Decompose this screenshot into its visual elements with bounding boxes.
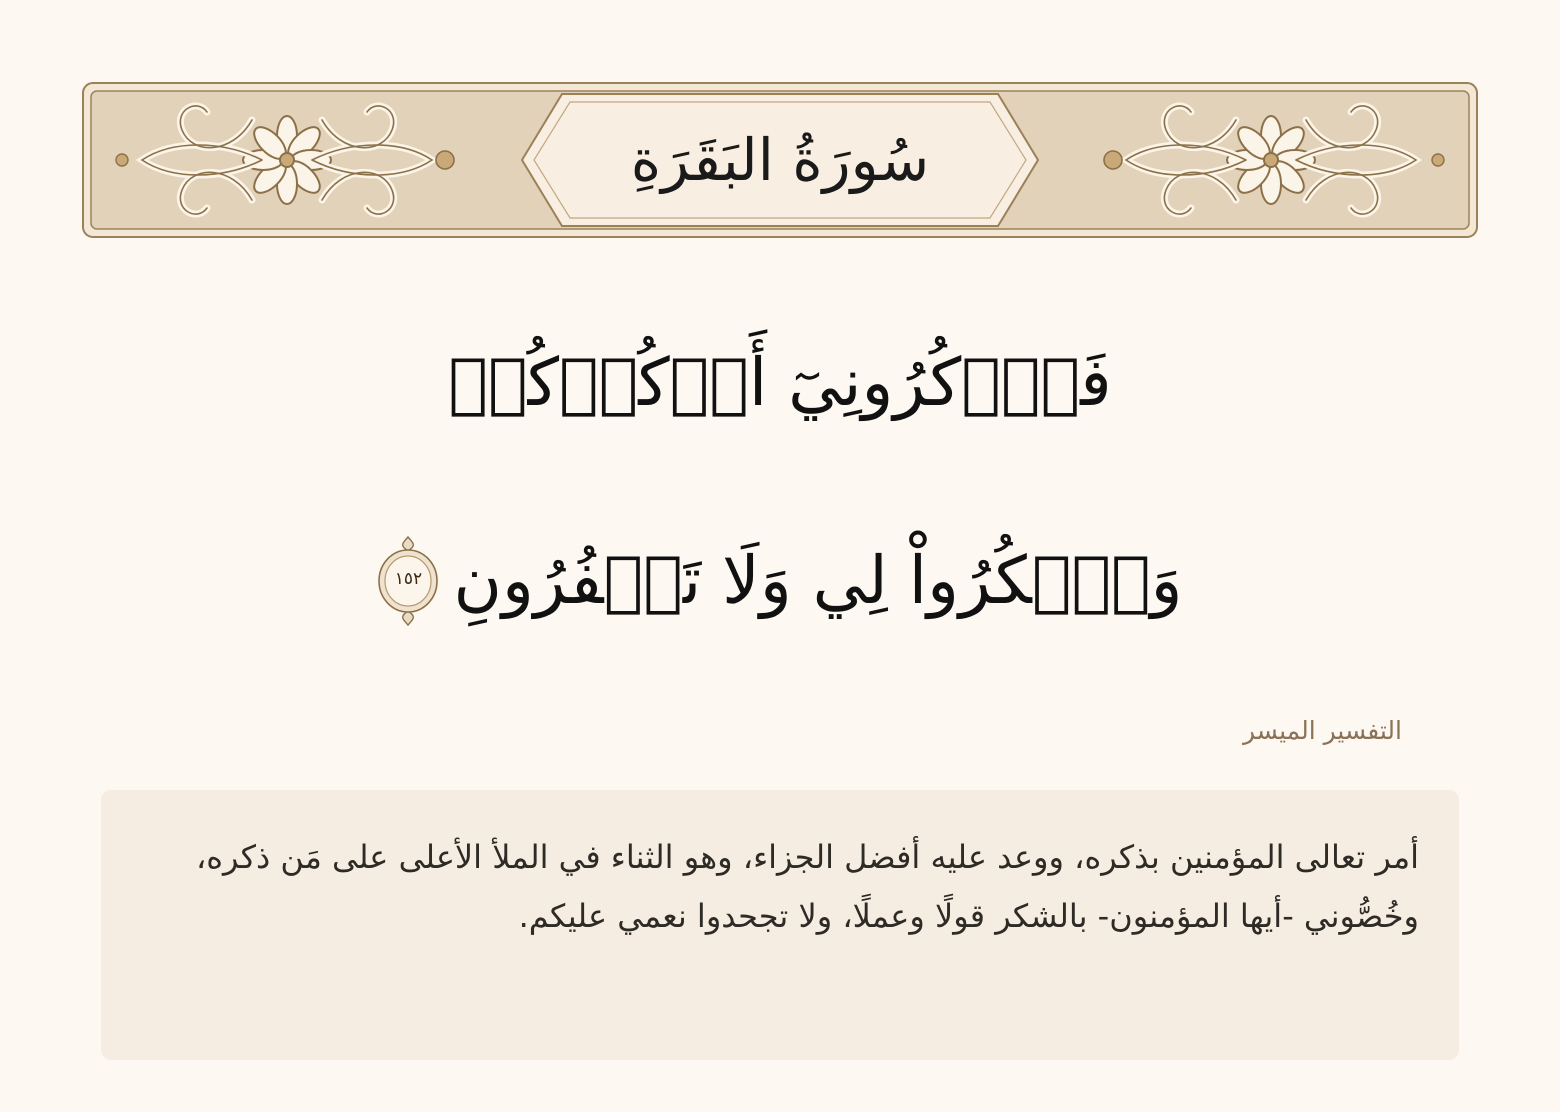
- verse-line-2-container: [0, 535, 1560, 627]
- tafsir-box: [101, 790, 1459, 1060]
- ayah-number-marker: [377, 535, 439, 627]
- surah-header-banner: [82, 82, 1478, 238]
- surah-title: سُورَةُ البَقَرَةِ: [630, 126, 930, 194]
- tafsir-label: التفسير الميسر: [1243, 716, 1402, 745]
- tafsir-text: أمر تعالى المؤمنين بذكره، ووعد عليه أفضل الجزاء، وهو الثناء في الملأ الأعلى على مَن ذكره، وخُصُّوني -أيها المؤمنون- بالشكر قولًا وعملًا، ولا تجحدوا نعمي عليكم.: [195, 838, 1419, 935]
- verse-line-2: وَٱشۡكُرُواْ لِي وَلَا تَكۡفُرُونِ: [453, 542, 1183, 619]
- ayah-number: ١٥٢: [394, 569, 423, 589]
- verse-line-1: فَٱذۡكُرُونِيٓ أَذۡكُرۡكُمۡ: [448, 344, 1112, 421]
